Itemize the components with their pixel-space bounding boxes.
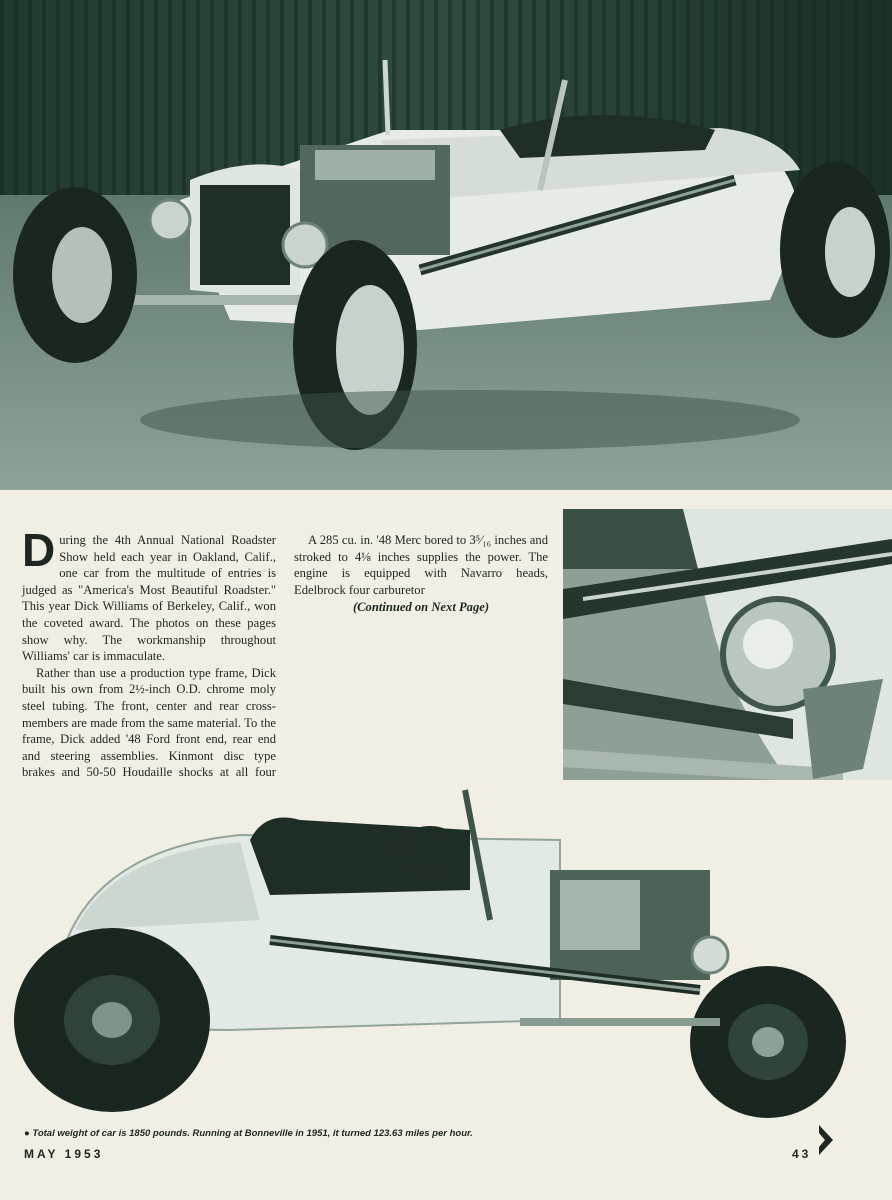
bottom-photo-caption: ● Total weight of car is 1850 pounds. Running at Bonneville in 1951, it turned 123.63 miles per hour. [24,1128,473,1139]
issue-date: MAY 1953 [24,1147,104,1161]
intro-text: uring the 4th Annual National Roadster Show held each year in Oakland, Calif., one car from the multitude of entries is judged as "America's Most Beautiful Roadster." This year Dick Williams of Berkeley, Calif., won the coveted award. The photos on these pages show why. The workmanship throughout Williams' car is immaculate. [22,533,276,664]
continue-arrow-icon [817,1123,835,1157]
article-column-2 [294,532,548,616]
roadster-side-photo [0,780,892,1120]
article-column-1 [22,524,276,798]
radius-rods-detail-photo [563,509,892,815]
continued-note: (Continued on Next Page) [352,600,490,615]
engine-paragraph: A 285 cu. in. '48 Merc bored to 3⁵⁄₁₆ inches and stroked to 4⅛ inches supplies the power. The engine is equipped with Navarro heads, Edelbrock four carburetor [294,533,548,597]
drop-cap: D [22,524,56,576]
page-number: 43 [792,1147,812,1161]
roadster-front-photo [0,0,892,490]
intro-paragraph [22,524,276,665]
frame-paragraph: Rather than use a production type frame, Dick built his own from 2½-inch O.D. chrome moly steel tubing. The front, center and rear cross-members are made from the same material. To the frame, Dick added '48 Ford front end, rear end and steering assemblies. Kinmont disc type brakes and 50-50 Houdaille shocks at all four [22,665,276,780]
